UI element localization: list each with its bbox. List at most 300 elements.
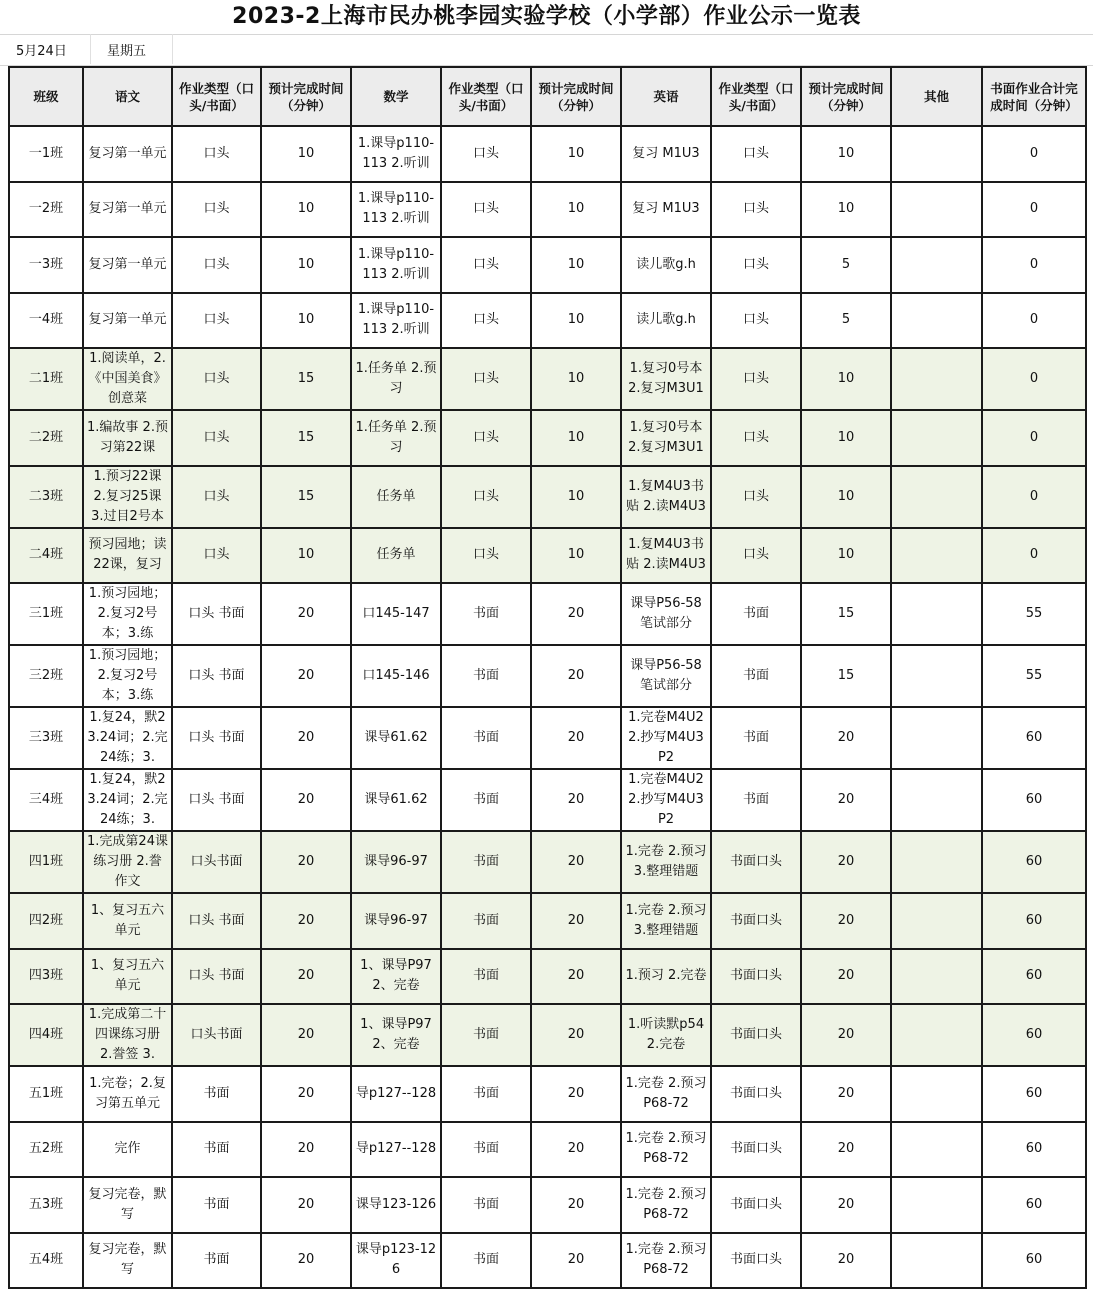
cell-english-type: 书面口头: [711, 1233, 801, 1289]
cell-other: [891, 645, 982, 707]
cell-math-type: 口头: [441, 410, 531, 466]
cell-english-type: 书面口头: [711, 1177, 801, 1233]
cell-math: [351, 583, 441, 645]
cell-chinese-text: 完作: [114, 1141, 141, 1157]
cell-math: [351, 182, 441, 238]
cell-math-text: 1.任务单 2.预习: [355, 361, 437, 396]
cell-math-minutes: 10: [531, 237, 621, 293]
cell-math-minutes: 20: [531, 1122, 621, 1178]
cell-math: [351, 1177, 441, 1233]
cell-math-type: 口头: [441, 293, 531, 349]
cell-english: [621, 645, 711, 707]
cell-chinese-type: 口头: [172, 528, 261, 584]
cell-chinese-minutes: 20: [261, 583, 351, 645]
cell-english: [621, 1122, 711, 1178]
cell-math: [351, 645, 441, 707]
cell-english-text: 1.完卷 2.预习P68-72: [625, 1075, 707, 1111]
cell-english-minutes: 15: [801, 645, 891, 707]
cell-math-minutes: 10: [531, 410, 621, 466]
cell-class: 四2班: [9, 893, 83, 949]
cell-english: [621, 583, 711, 645]
cell-class: 三2班: [9, 645, 83, 707]
cell-english-type: 口头: [711, 348, 801, 410]
cell-math-minutes: 20: [531, 1066, 621, 1122]
cell-english-minutes: 20: [801, 949, 891, 1005]
cell-chinese-text: 预习园地；读22课，复习: [88, 537, 167, 573]
cell-class: 二4班: [9, 528, 83, 584]
cell-chinese-type: 书面: [172, 1122, 261, 1178]
cell-math: [351, 831, 441, 893]
cell-math-type: 口头: [441, 237, 531, 293]
cell-math-text: 1.任务单 2.预习: [355, 419, 437, 455]
cell-chinese-type: 口头: [172, 410, 261, 466]
cell-other: [891, 410, 982, 466]
cell-chinese-type: 口头: [172, 237, 261, 293]
cell-chinese-minutes: 20: [261, 645, 351, 707]
table-row: [9, 528, 1086, 584]
cell-english: [621, 1177, 711, 1233]
date-label: 5月24日: [16, 44, 67, 59]
cell-english-type: 书面: [711, 707, 801, 769]
cell-math-text: 课导96-97: [364, 912, 428, 928]
cell-english-minutes: 20: [801, 1122, 891, 1178]
cell-math-text: 1.课导p110-113 2.听训: [357, 135, 435, 171]
cell-class: 三4班: [9, 769, 83, 831]
header-other: 其他: [891, 67, 982, 126]
cell-english-minutes: 10: [801, 126, 891, 182]
cell-chinese-type: 口头书面: [172, 831, 261, 893]
cell-chinese-type: 口头: [172, 293, 261, 349]
cell-chinese: [83, 707, 172, 769]
table-row: [9, 645, 1086, 707]
cell-math-text: 1、课导P97 2、完卷: [360, 1017, 432, 1052]
cell-class: 三3班: [9, 707, 83, 769]
cell-chinese-type: 口头 书面: [172, 583, 261, 645]
cell-math-text: 1、课导P97 2、完卷: [360, 958, 432, 994]
cell-chinese-minutes: 20: [261, 949, 351, 1005]
cell-chinese-type: 口头 书面: [172, 949, 261, 1005]
cell-chinese: [83, 1122, 172, 1178]
cell-chinese: [83, 583, 172, 645]
cell-english-text: 1.完卷 2.预习P68-72: [625, 1186, 707, 1222]
cell-english-minutes: 20: [801, 707, 891, 769]
cell-english-minutes: 10: [801, 410, 891, 466]
cell-math-minutes: 10: [531, 528, 621, 584]
cell-other: [891, 528, 982, 584]
cell-other: [891, 831, 982, 893]
cell-english-text: 课导P56-58笔试部分: [630, 596, 702, 631]
cell-total: 55: [982, 645, 1086, 707]
cell-english-text: 1.听读默p54 2.完卷: [627, 1017, 705, 1052]
cell-english: [621, 707, 711, 769]
cell-other: [891, 237, 982, 293]
cell-chinese-minutes: 15: [261, 348, 351, 410]
cell-chinese: [83, 293, 172, 349]
cell-chinese-minutes: 20: [261, 831, 351, 893]
cell-math: [351, 707, 441, 769]
cell-english-text: 读儿歌g.h: [636, 256, 696, 272]
table-row: [9, 1066, 1086, 1122]
header-english: 英语: [621, 67, 711, 126]
header-row: [9, 67, 1086, 126]
cell-class: 二2班: [9, 410, 83, 466]
cell-english-type: 口头: [711, 237, 801, 293]
cell-math: [351, 949, 441, 1005]
header-chinese: 语文: [83, 67, 172, 126]
cell-english: [621, 410, 711, 466]
cell-english-text: 1.复习0号本 2.复习M3U1: [628, 419, 704, 455]
cell-chinese-text: 复习完卷，默写: [88, 1242, 167, 1278]
cell-chinese-type: 口头: [172, 126, 261, 182]
cell-chinese: [83, 348, 172, 410]
cell-chinese-type: 口头 书面: [172, 645, 261, 707]
header-class: 班级: [9, 67, 83, 126]
cell-math-text: 课导p123-126: [355, 1242, 437, 1278]
cell-math-minutes: 10: [531, 348, 621, 410]
cell-english: [621, 1066, 711, 1122]
cell-math-minutes: 20: [531, 1177, 621, 1233]
cell-chinese-text: 1、复习五六单元: [90, 902, 165, 938]
cell-chinese-text: 1.预习园地；2.复习2号本；3.练: [88, 648, 167, 703]
table-row: [9, 348, 1086, 410]
cell-math: [351, 126, 441, 182]
cell-chinese-text: 1.预习园地；2.复习2号本；3.练: [88, 586, 167, 641]
meta-divider: [90, 34, 91, 64]
cell-chinese-text: 1.完成第24课练习册 2.誊作文: [87, 834, 168, 889]
cell-chinese-minutes: 20: [261, 707, 351, 769]
cell-math-minutes: 20: [531, 1004, 621, 1066]
cell-total: 0: [982, 293, 1086, 349]
cell-math-type: 口头: [441, 126, 531, 182]
cell-total: 0: [982, 237, 1086, 293]
cell-english-type: 口头: [711, 410, 801, 466]
header-chinese-type: 作业类型（口头/书面）: [172, 67, 261, 126]
homework-table: [8, 66, 1087, 1289]
cell-chinese-text: 复习第一单元: [88, 145, 167, 161]
cell-english-text: 1.完卷 2.预习 3.整理错题: [625, 844, 707, 879]
table-row: [9, 893, 1086, 949]
cell-english-type: 书面口头: [711, 1122, 801, 1178]
cell-english-minutes: 20: [801, 1233, 891, 1289]
cell-english: [621, 769, 711, 831]
cell-chinese-text: 1.复24，默23.24词；2.完24练；3.: [87, 710, 168, 765]
cell-total: 0: [982, 348, 1086, 410]
cell-other: [891, 1122, 982, 1178]
cell-class: 二3班: [9, 466, 83, 528]
cell-english-text: 1.复M4U3书贴 2.读M4U3: [626, 537, 706, 573]
cell-chinese-type: 口头: [172, 466, 261, 528]
meta-row: [0, 34, 1093, 64]
table-row: [9, 126, 1086, 182]
cell-class: 五2班: [9, 1122, 83, 1178]
cell-english-minutes: 20: [801, 1177, 891, 1233]
cell-chinese-text: 复习第一单元: [88, 201, 167, 217]
cell-total: 55: [982, 583, 1086, 645]
meta-divider: [172, 34, 173, 64]
cell-english-text: 1.完卷M4U2 2.抄写M4U3P2: [628, 772, 704, 827]
weekday-label: 星期五: [107, 44, 147, 59]
cell-math-text: 任务单: [376, 488, 416, 504]
cell-other: [891, 707, 982, 769]
header-total: 书面作业合计完成时间（分钟）: [982, 67, 1086, 126]
cell-chinese-minutes: 20: [261, 1066, 351, 1122]
cell-chinese: [83, 410, 172, 466]
cell-chinese-minutes: 20: [261, 769, 351, 831]
cell-english-minutes: 10: [801, 348, 891, 410]
cell-chinese-minutes: 10: [261, 237, 351, 293]
table-row: [9, 949, 1086, 1005]
cell-english: [621, 1004, 711, 1066]
cell-chinese-type: 口头: [172, 348, 261, 410]
cell-english: [621, 293, 711, 349]
cell-english-minutes: 20: [801, 769, 891, 831]
cell-english-type: 书面口头: [711, 1066, 801, 1122]
cell-chinese: [83, 237, 172, 293]
cell-total: 60: [982, 1177, 1086, 1233]
cell-math-type: 书面: [441, 583, 531, 645]
header-english-type: 作业类型（口头/书面）: [711, 67, 801, 126]
cell-chinese-minutes: 20: [261, 1177, 351, 1233]
cell-math-minutes: 10: [531, 293, 621, 349]
cell-total: 60: [982, 949, 1086, 1005]
cell-class: 四4班: [9, 1004, 83, 1066]
cell-chinese: [83, 1066, 172, 1122]
cell-english: [621, 949, 711, 1005]
cell-english-text: 1.完卷 2.预习 3.整理错题: [625, 902, 707, 938]
cell-chinese-text: 1.阅读单，2.《中国美食》创意菜: [88, 351, 167, 406]
cell-math-type: 书面: [441, 707, 531, 769]
cell-total: 60: [982, 831, 1086, 893]
cell-class: 五3班: [9, 1177, 83, 1233]
cell-english-text: 1.完卷 2.预习P68-72: [625, 1131, 707, 1167]
cell-chinese: [83, 528, 172, 584]
cell-english: [621, 348, 711, 410]
cell-class: 三1班: [9, 583, 83, 645]
table-row: [9, 182, 1086, 238]
cell-math: [351, 466, 441, 528]
cell-chinese-minutes: 10: [261, 528, 351, 584]
cell-english-minutes: 15: [801, 583, 891, 645]
cell-math-minutes: 20: [531, 949, 621, 1005]
cell-other: [891, 893, 982, 949]
cell-class: 五4班: [9, 1233, 83, 1289]
cell-english-minutes: 10: [801, 466, 891, 528]
cell-math-text: 1.课导p110-113 2.听训: [357, 191, 435, 227]
cell-math-text: 课导123-126: [355, 1196, 437, 1212]
cell-chinese-text: 1.完卷；2.复习第五单元: [89, 1075, 166, 1111]
cell-chinese: [83, 466, 172, 528]
cell-total: 0: [982, 410, 1086, 466]
cell-math-text: 口145-147: [362, 606, 430, 621]
table-row: [9, 583, 1086, 645]
cell-math-minutes: 20: [531, 831, 621, 893]
cell-math-text: 导p127--128: [355, 1141, 437, 1157]
cell-english-text: 复习 M1U3: [632, 201, 700, 217]
cell-english-minutes: 5: [801, 293, 891, 349]
cell-math-type: 书面: [441, 1122, 531, 1178]
cell-math-type: 书面: [441, 1004, 531, 1066]
cell-math: [351, 769, 441, 831]
cell-other: [891, 348, 982, 410]
cell-chinese: [83, 893, 172, 949]
cell-class: 一3班: [9, 237, 83, 293]
cell-english-minutes: 20: [801, 1066, 891, 1122]
cell-math-type: 书面: [441, 1177, 531, 1233]
cell-chinese: [83, 645, 172, 707]
header-chinese-minutes: 预计完成时间（分钟）: [261, 67, 351, 126]
cell-english-text: 复习 M1U3: [632, 145, 700, 161]
cell-english-minutes: 10: [801, 528, 891, 584]
cell-math-type: 书面: [441, 831, 531, 893]
cell-math-minutes: 20: [531, 893, 621, 949]
cell-english: [621, 893, 711, 949]
cell-chinese-text: 1.完成第二十四课练习册 2.誊签 3.: [88, 1007, 167, 1062]
table-row: [9, 1004, 1086, 1066]
cell-math-minutes: 20: [531, 583, 621, 645]
cell-total: 60: [982, 1004, 1086, 1066]
cell-chinese-text: 复习完卷，默写: [88, 1186, 167, 1222]
cell-math-type: 口头: [441, 528, 531, 584]
table-row: [9, 1122, 1086, 1178]
cell-chinese: [83, 769, 172, 831]
cell-math-type: 书面: [441, 1066, 531, 1122]
cell-math-type: 书面: [441, 1233, 531, 1289]
cell-math-type: 书面: [441, 949, 531, 1005]
cell-math-type: 书面: [441, 645, 531, 707]
cell-english-type: 口头: [711, 293, 801, 349]
cell-english-text: 1.复M4U3书贴 2.读M4U3: [626, 478, 706, 514]
cell-english: [621, 237, 711, 293]
cell-total: 60: [982, 769, 1086, 831]
cell-other: [891, 1004, 982, 1066]
cell-math-type: 口头: [441, 348, 531, 410]
cell-math-type: 口头: [441, 466, 531, 528]
cell-chinese: [83, 831, 172, 893]
cell-english-type: 书面口头: [711, 893, 801, 949]
cell-chinese-text: 复习第一单元: [88, 312, 167, 328]
header-math-type: 作业类型（口头/书面）: [441, 67, 531, 126]
cell-chinese: [83, 949, 172, 1005]
table-row: [9, 1177, 1086, 1233]
table-row: [9, 410, 1086, 466]
cell-chinese-type: 口头: [172, 182, 261, 238]
cell-other: [891, 769, 982, 831]
cell-chinese-text: 1、复习五六单元: [90, 958, 165, 994]
cell-chinese-type: 口头书面: [172, 1004, 261, 1066]
table-row: [9, 466, 1086, 528]
cell-chinese-minutes: 20: [261, 1004, 351, 1066]
table-row: [9, 237, 1086, 293]
cell-english: [621, 528, 711, 584]
cell-chinese: [83, 126, 172, 182]
meta-grid: [0, 34, 1093, 66]
cell-chinese-minutes: 20: [261, 1233, 351, 1289]
cell-class: 二1班: [9, 348, 83, 410]
cell-chinese-minutes: 10: [261, 126, 351, 182]
cell-math-minutes: 20: [531, 1233, 621, 1289]
table-row: [9, 293, 1086, 349]
cell-other: [891, 126, 982, 182]
cell-other: [891, 1177, 982, 1233]
header-math: 数学: [351, 67, 441, 126]
cell-math: [351, 1122, 441, 1178]
cell-math-minutes: 20: [531, 769, 621, 831]
cell-chinese-text: 1.复24，默23.24词；2.完24练；3.: [87, 772, 168, 827]
cell-total: 60: [982, 1233, 1086, 1289]
cell-chinese-minutes: 15: [261, 466, 351, 528]
cell-math: [351, 293, 441, 349]
cell-other: [891, 583, 982, 645]
cell-math-minutes: 20: [531, 707, 621, 769]
header-math-minutes: 预计完成时间（分钟）: [531, 67, 621, 126]
cell-english-text: 1.预习 2.完卷: [625, 968, 707, 984]
cell-math-text: 口145-146: [362, 668, 430, 683]
cell-total: 60: [982, 893, 1086, 949]
cell-english-text: 1.完卷 2.预习P68-72: [625, 1242, 707, 1278]
cell-english-text: 1.完卷M4U2 2.抄写M4U3P2: [628, 710, 704, 765]
cell-math: [351, 528, 441, 584]
cell-chinese-type: 口头 书面: [172, 893, 261, 949]
cell-total: 60: [982, 1066, 1086, 1122]
cell-math: [351, 1004, 441, 1066]
cell-english-minutes: 20: [801, 893, 891, 949]
cell-math: [351, 1066, 441, 1122]
cell-english-type: 书面: [711, 583, 801, 645]
cell-class: 一1班: [9, 126, 83, 182]
cell-math: [351, 410, 441, 466]
cell-chinese-type: 书面: [172, 1233, 261, 1289]
cell-english: [621, 126, 711, 182]
cell-english-text: 1.复习0号本 2.复习M3U1: [628, 361, 704, 396]
cell-math-text: 课导61.62: [364, 792, 428, 807]
cell-chinese-type: 书面: [172, 1177, 261, 1233]
cell-chinese-text: 1.编故事 2.预习第22课: [87, 419, 168, 455]
cell-math-text: 课导61.62: [364, 730, 428, 745]
table-row: [9, 769, 1086, 831]
table-row: [9, 831, 1086, 893]
cell-total: 0: [982, 528, 1086, 584]
header-english-minutes: 预计完成时间（分钟）: [801, 67, 891, 126]
cell-other: [891, 293, 982, 349]
cell-chinese: [83, 1004, 172, 1066]
cell-english-text: 读儿歌g.h: [636, 312, 696, 328]
cell-math-minutes: 10: [531, 182, 621, 238]
cell-total: 60: [982, 707, 1086, 769]
table-row: [9, 707, 1086, 769]
cell-english: [621, 831, 711, 893]
cell-other: [891, 182, 982, 238]
cell-english-type: 书面口头: [711, 1004, 801, 1066]
cell-english-minutes: 5: [801, 237, 891, 293]
cell-total: 0: [982, 466, 1086, 528]
cell-math-type: 口头: [441, 182, 531, 238]
cell-class: 四3班: [9, 949, 83, 1005]
cell-chinese-minutes: 10: [261, 182, 351, 238]
cell-english-type: 口头: [711, 466, 801, 528]
cell-other: [891, 1066, 982, 1122]
cell-math-minutes: 20: [531, 645, 621, 707]
cell-english-type: 口头: [711, 126, 801, 182]
cell-chinese-type: 口头 书面: [172, 769, 261, 831]
cell-english: [621, 182, 711, 238]
cell-chinese-text: 复习第一单元: [88, 256, 167, 272]
cell-english-type: 书面口头: [711, 949, 801, 1005]
page-title: 2023-2上海市民办桃李园实验学校（小学部）作业公示一览表: [232, 4, 861, 29]
cell-english-type: 书面: [711, 769, 801, 831]
cell-math: [351, 237, 441, 293]
cell-chinese: [83, 182, 172, 238]
cell-chinese-type: 书面: [172, 1066, 261, 1122]
